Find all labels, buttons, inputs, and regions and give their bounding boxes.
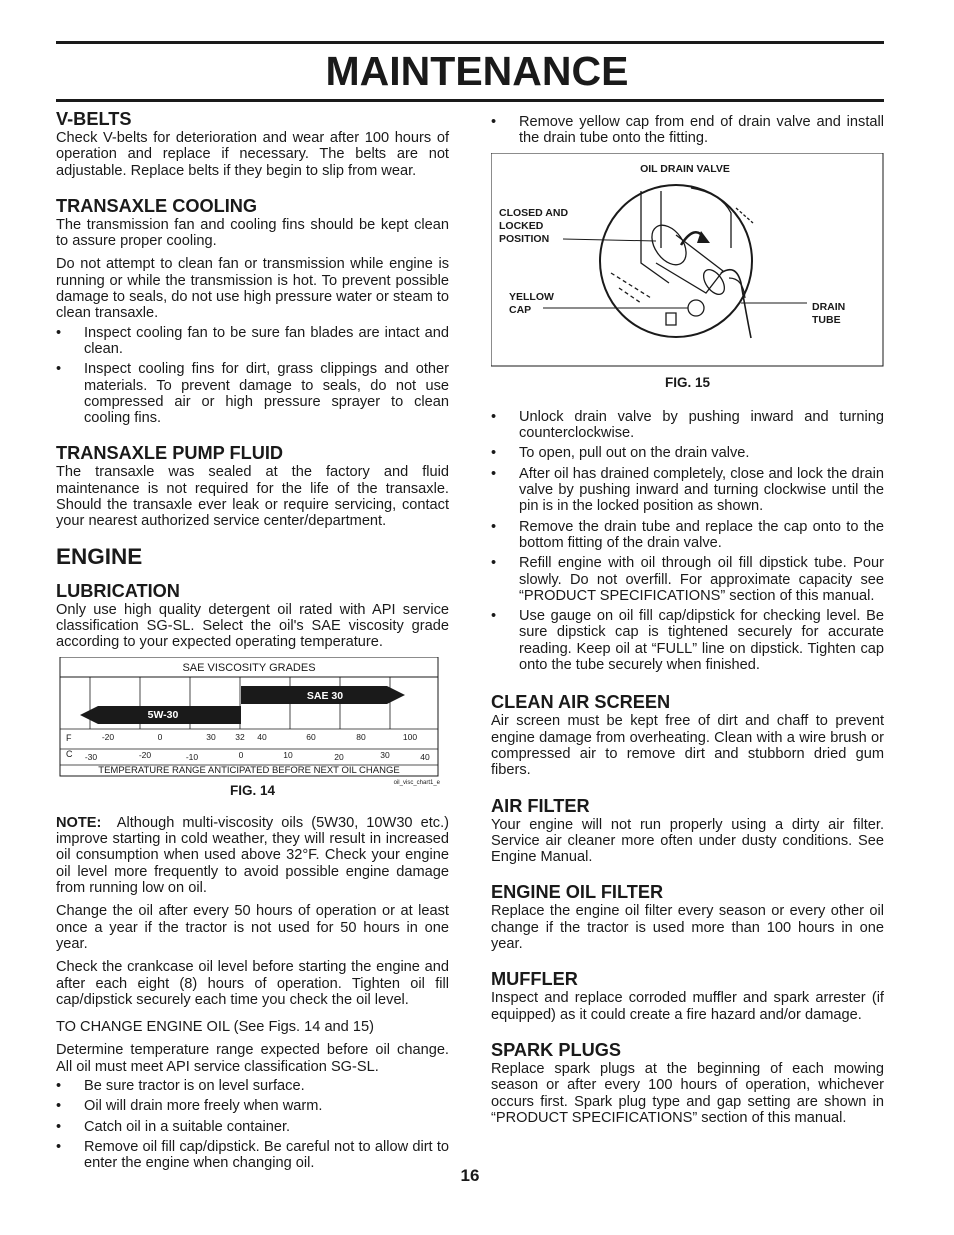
oil-filter-text: Replace the engine oil filter every season or every other oil change if the tractor is used more than 100 hours in one year.: [491, 903, 884, 953]
closed-label-3: POSITION: [499, 232, 550, 245]
f-tick: 32: [235, 731, 245, 742]
f-tick: 40: [257, 731, 267, 742]
page-number: 16: [460, 1166, 480, 1185]
header-rule-bottom: [56, 99, 884, 102]
air-filter-heading: AIR FILTER: [491, 795, 590, 816]
muffler-text: Inspect and replace corroded muffler and spark arrester (if equipped) as it could create a fire hazard and/or damage.: [491, 990, 884, 1023]
note-text: Although multi-viscosity oils (5W30, 10W30 etc.) improve starting in cold weather, they will result in increased oil consumption when used above 32°F. Check your engine oil level more frequently to avoid possible engine damage from running low on oil.: [56, 814, 449, 897]
c-tick: 30: [380, 749, 390, 760]
yellow-cap-label-2: CAP: [509, 303, 532, 316]
header-rule-top: [56, 41, 884, 44]
determine-text: Determine temperature range expected before oil change. All oil must meet API service classification SG-SL.: [56, 1042, 449, 1075]
drain-tube-list: [491, 114, 884, 147]
left-column: [56, 108, 449, 1177]
c-tick: 0: [238, 749, 244, 760]
closed-label-1: CLOSED AND: [499, 206, 569, 219]
page-title: MAINTENANCE: [325, 48, 629, 94]
5w30-label: 5W-30: [147, 708, 179, 721]
lubrication-heading: LUBRICATION: [56, 580, 180, 601]
vbelts-text: Check V-belts for deterioration and wear after 100 hours of operation and replace if necessary. The belts are not adjustable. Replace belts if they begin to slip from wear.: [56, 130, 449, 179]
list-item: • Inspect cooling fins for dirt, grass clippings and other materials. To prevent damage to seals, do not use compressed air or high pressure sprayer to clean cooling fins.: [56, 361, 449, 426]
fig15-title: OIL DRAIN VALVE: [640, 162, 730, 175]
vbelts-heading: V-BELTS: [56, 109, 132, 129]
c-tick: -10: [185, 751, 199, 762]
list-item: • Catch oil in a suitable container.: [56, 1119, 449, 1135]
f-tick: -20: [101, 731, 115, 742]
f-tick: 0: [157, 731, 163, 742]
drain-tube-label-1: DRAIN: [812, 300, 846, 313]
to-change-text: TO CHANGE ENGINE OIL (See Figs. 14 and 15): [56, 1019, 374, 1036]
change-oil-text: Change the oil after every 50 hours of operation or at least once a year if the tractor is not used for 50 hours in one year.: [56, 903, 449, 952]
right-column: [491, 108, 884, 1133]
transaxle-cooling-heading: TRANSAXLE COOLING: [56, 195, 258, 216]
list-item: • Use gauge on oil fill cap/dipstick for checking level. Be sure dipstick cap is tightened securely for accurate reading. Keep oil at “FULL” line on dipstick. Tighten cap onto the tube securely when finished.: [491, 608, 884, 673]
c-tick: -20: [138, 749, 152, 760]
list-item: • Remove oil fill cap/dipstick. Be careful not to allow dirt to enter the engine when changing oil.: [56, 1139, 449, 1172]
oil-drain-valve-figure: [491, 153, 884, 369]
c-tick: 20: [334, 751, 344, 762]
note-paragraph: [56, 815, 449, 896]
sae30-label: SAE 30: [306, 689, 344, 702]
muffler-heading: MUFFLER: [491, 969, 578, 990]
list-item: • Remove the drain tube and replace the cap onto to the bottom fitting of the drain valve.: [491, 519, 884, 552]
list-item: • Remove yellow cap from end of drain valve and install the drain tube onto the fitting.: [491, 114, 884, 147]
transaxle-cooling-list: [56, 325, 449, 427]
fig14-label: FIG. 14: [229, 782, 275, 798]
fig15-label: FIG. 15: [664, 374, 710, 390]
list-item: • After oil has drained completely, close and lock the drain valve by pushing inward and turning clockwise until the pin is in the locked position as shown.: [491, 466, 884, 515]
drain-tube-label-2: TUBE: [812, 313, 841, 326]
oil-change-list: [56, 1078, 449, 1171]
list-item: • Unlock drain valve by pushing inward and turning counterclockwise.: [491, 409, 884, 442]
note-label: NOTE:: [56, 814, 102, 831]
oil-filter-heading: ENGINE OIL FILTER: [491, 882, 664, 903]
f-tick: 60: [306, 731, 316, 742]
air-screen-text: Air screen must be kept free of dirt and chaff to prevent engine damage from overheating. Clean with a wire brush or compressed air to remove dirt and stubborn dried gum fibers.: [491, 713, 884, 779]
c-label: C: [66, 748, 73, 759]
chart-code: oil_visc_chart1_e: [393, 779, 440, 786]
viscosity-chart: [55, 657, 448, 787]
chart-footer: TEMPERATURE RANGE ANTICIPATED BEFORE NEXT OIL CHANGE: [98, 764, 400, 776]
lubrication-text: Only use high quality detergent oil rated with API service classification SG-SL. Select the oil's SAE viscosity grade according to your expected operating temperature.: [56, 601, 449, 651]
spark-plugs-heading: SPARK PLUGS: [491, 1039, 622, 1060]
chart-title: SAE VISCOSITY GRADES: [182, 661, 316, 674]
spark-plugs-text: Replace spark plugs at the beginning of each mowing season or after every 100 hours of operation, whichever occurs first. Spark plug type and gap setting are shown in “PRODUCT SPECIFICATIONS” section of this manual.: [491, 1060, 884, 1126]
list-item: • Refill engine with oil through oil fill dipstick tube. Pour slowly. Do not overfill. For approximate capacity see “PRODUCT SPECIFICATIONS” section of this manual.: [491, 555, 884, 604]
c-tick: 10: [283, 749, 293, 760]
list-item: • Be sure tractor is on level surface.: [56, 1078, 449, 1094]
transaxle-cooling-p1: The transmission fan and cooling fins should be kept clean to assure proper cooling.: [56, 216, 449, 250]
c-tick: -30: [84, 751, 98, 762]
list-item: • Inspect cooling fan to be sure fan blades are intact and clean.: [56, 325, 449, 358]
check-oil-text: Check the crankcase oil level before starting the engine and after each eight (8) hours of operation. Tighten oil fill cap/dipstick securely each time you check the oil level.: [56, 959, 449, 1008]
closed-label-2: LOCKED: [499, 219, 544, 232]
pump-fluid-heading: TRANSAXLE PUMP FLUID: [56, 443, 284, 464]
pump-fluid-text: The transaxle was sealed at the factory and fluid maintenance is not required for the life of the transaxle. Should the transaxle ever leak or require servicing, contact your nearest authorized service center/department.: [56, 464, 449, 530]
f-label: F: [66, 732, 72, 743]
c-tick: 40: [420, 751, 430, 762]
drain-steps-list: [491, 409, 884, 673]
f-tick: 30: [206, 731, 216, 742]
f-tick: 100: [402, 731, 418, 742]
air-filter-text: Your engine will not run properly using a dirty air filter. Service air cleaner more often under dusty conditions. See Engine Manual.: [491, 816, 884, 866]
f-tick: 80: [356, 731, 366, 742]
list-item: • To open, pull out on the drain valve.: [491, 445, 884, 461]
engine-heading: ENGINE: [56, 543, 143, 569]
transaxle-cooling-p2: Do not attempt to clean fan or transmission while engine is running or while the transmission is hot. To prevent possible damage to seals, do not use high pressure water or steam to clean transaxle.: [56, 256, 449, 322]
list-item: • Oil will drain more freely when warm.: [56, 1098, 449, 1114]
yellow-cap-label-1: YELLOW: [509, 290, 554, 303]
air-screen-heading: CLEAN AIR SCREEN: [491, 692, 671, 713]
